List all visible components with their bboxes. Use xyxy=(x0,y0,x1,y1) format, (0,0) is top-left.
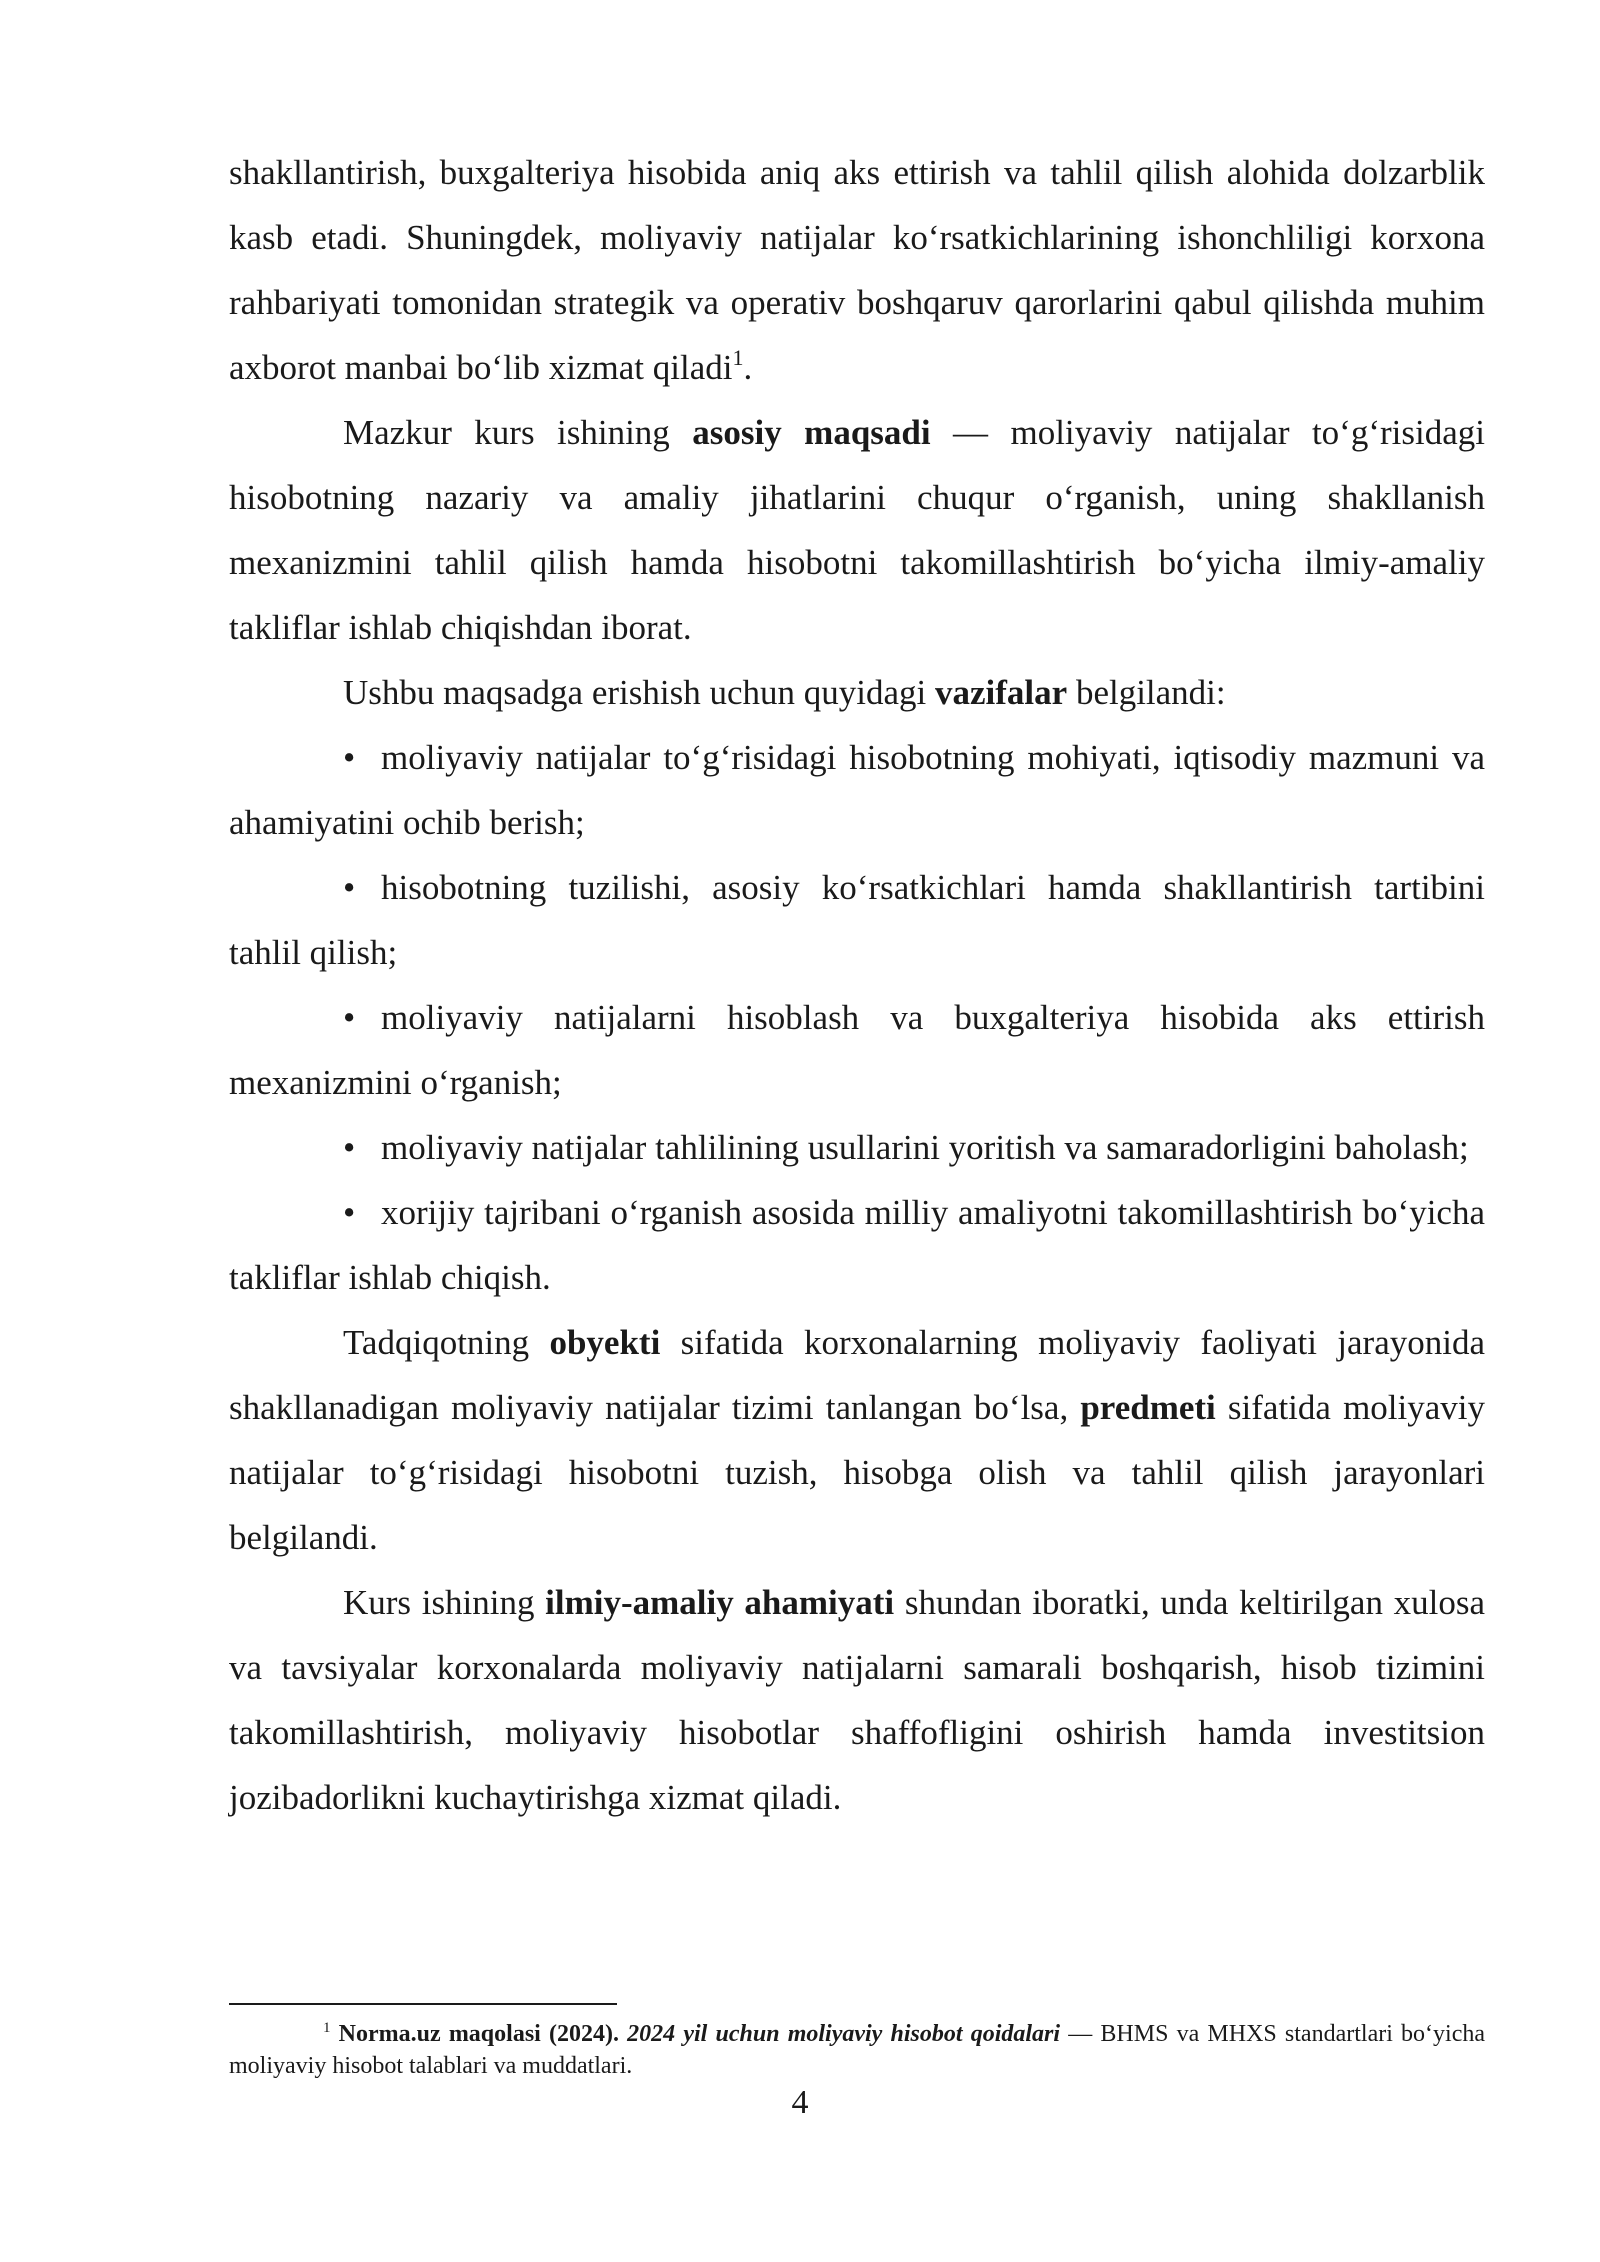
paragraph-object-pre: Tadqiqotning xyxy=(343,1323,550,1362)
bullet-icon: • xyxy=(343,1193,356,1232)
footnote-divider xyxy=(229,2003,617,2005)
footnote-mark: 1 xyxy=(323,2020,331,2036)
footnote-title: 2024 yil uchun moliyaviy hisobot qoidalari xyxy=(627,2021,1061,2047)
bullet-icon: • xyxy=(343,1128,356,1167)
task-list-item xyxy=(229,985,1485,1115)
task-list-item xyxy=(229,855,1485,985)
paragraph-object-subject xyxy=(229,1310,1485,1570)
paragraph-tasks-intro xyxy=(229,660,1485,725)
paragraph-tasks-bold: vazifalar xyxy=(935,673,1068,712)
paragraph-significance xyxy=(229,1570,1485,1830)
bullet-icon: • xyxy=(343,738,356,777)
paragraph-significance-pre: Kurs ishining xyxy=(343,1583,546,1622)
footnote-rest: — BHMS va MHXS standartlari boʻyicha moliyaviy hisobot talablari va muddatlari. xyxy=(229,2021,1486,2079)
footnote-source: Norma.uz maqolasi (2024). xyxy=(338,2021,619,2047)
paragraph-goal-pre: Mazkur kurs ishining xyxy=(343,413,693,452)
page-number: 4 xyxy=(791,2084,809,2121)
bullet-icon: • xyxy=(343,998,356,1037)
paragraph-goal xyxy=(229,400,1485,660)
paragraph-significance-post: shundan iboratki, unda keltirilgan xulosa va tavsiyalar korxonalarda moliyaviy natijalarni samarali boshqarish, hisob tizimini takomillashtirish, moliyaviy hisobotlar shaffofligini oshirish hamda investitsion jozibadorlikni kuchaytirishga xizmat qiladi. xyxy=(229,1583,1485,1817)
task-list-item-text: moliyaviy natijalar toʻgʻrisidagi hisobotning mohiyati, iqtisodiy mazmuni va ahamiyatini ochib berish; xyxy=(229,738,1485,842)
paragraph-significance-bold: ilmiy-amaliy ahamiyati xyxy=(545,1583,895,1622)
paragraph-goal-bold: asosiy maqsadi xyxy=(692,413,931,452)
footnote xyxy=(229,2018,1485,2082)
task-list-item xyxy=(229,1115,1485,1180)
paragraph-object-bold: obyekti xyxy=(549,1323,661,1362)
task-list-item-text: moliyaviy natijalarni hisoblash va buxgalteriya hisobida aks ettirish mexanizmini oʻrganish; xyxy=(229,998,1485,1102)
paragraph-tasks-post: belgilandi: xyxy=(1067,673,1226,712)
paragraph-intro-end: . xyxy=(743,348,753,387)
paragraph-subject-bold: predmeti xyxy=(1080,1388,1216,1427)
paragraph-subject-post: sifatida moliyaviy natijalar toʻgʻrisidagi hisobotni tuzish, hisobga olish va tahlil qilish jarayonlari belgilandi. xyxy=(229,1388,1486,1557)
footnote-reference[interactable]: 1 xyxy=(732,345,744,370)
task-list-item-text: xorijiy tajribani oʻrganish asosida milliy amaliyotni takomillashtirish boʻyicha takliflar ishlab chiqish. xyxy=(229,1193,1485,1297)
body-text xyxy=(229,140,1485,1830)
paragraph-goal-post: — moliyaviy natijalar toʻgʻrisidagi hisobotning nazariy va amaliy jihatlarini chuqur oʻrganish, uning shakllanish mexanizmini tahlil qilish hamda hisobotni takomillashtirish boʻyicha ilmiy-amaliy takliflar ishlab chiqishdan iborat. xyxy=(229,413,1485,647)
paragraph-tasks-pre: Ushbu maqsadga erishish uchun quyidagi xyxy=(343,673,935,712)
bullet-icon: • xyxy=(343,868,356,907)
paragraph-object-mid: sifatida korxonalarning moliyaviy faoliyati jarayonida shakllanadigan moliyaviy natijalar tizimi tanlangan boʻlsa, xyxy=(229,1323,1485,1427)
task-list-item-text: hisobotning tuzilishi, asosiy koʻrsatkichlari hamda shakllantirish tartibini tahlil qilish; xyxy=(229,868,1485,972)
task-list-item xyxy=(229,1180,1485,1310)
task-list-item-text: moliyaviy natijalar tahlilining usullarini yoritish va samaradorligini baholash; xyxy=(381,1128,1469,1167)
footnote-body xyxy=(229,2018,1485,2082)
task-list-item xyxy=(229,725,1485,855)
paragraph-intro-text: shakllantirish, buxgalteriya hisobida aniq aks ettirish va tahlil qilish alohida dolzarblik kasb etadi. Shuningdek, moliyaviy natijalar koʻrsatkichlarining ishonchliligi korxona rahbariyati tomonidan strategik va operativ boshqaruv qarorlarini qabul qilishda muhim axborot manbai boʻlib xizmat qiladi xyxy=(229,153,1485,387)
paragraph-intro xyxy=(229,140,1485,400)
